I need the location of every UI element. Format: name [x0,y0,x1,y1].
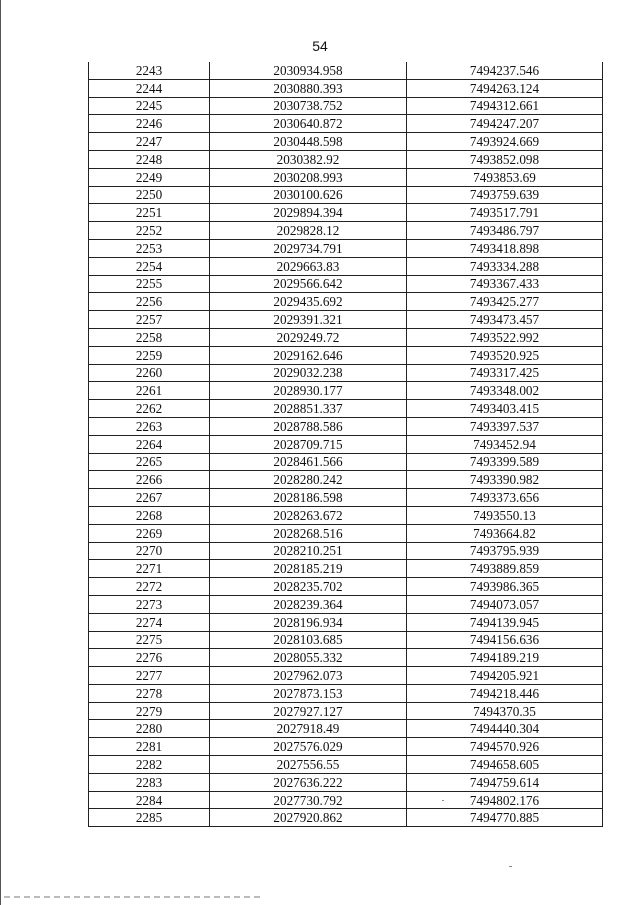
x-coordinate-cell: 2029162.646 [210,346,407,364]
table-row [89,595,603,613]
table-row [89,364,603,382]
y-coordinate-cell: 7493399.589 [407,453,603,471]
point-number-cell: 2272 [89,578,210,596]
table-row [89,773,603,791]
y-coordinate-cell: 7493403.415 [407,400,603,418]
y-coordinate-cell: 7493397.537 [407,417,603,435]
point-number-cell: 2281 [89,738,210,756]
y-coordinate-cell: 7493853.69 [407,168,603,186]
point-number-cell: 2262 [89,400,210,418]
x-coordinate-cell: 2028851.337 [210,400,407,418]
y-coordinate-cell: 7493852.098 [407,150,603,168]
table-row [89,97,603,115]
table-row [89,79,603,97]
x-coordinate-cell: 2029734.791 [210,239,407,257]
point-number-cell: 2256 [89,293,210,311]
x-coordinate-cell: 2028268.516 [210,524,407,542]
point-number-cell: 2268 [89,506,210,524]
y-coordinate-cell: 7494370.35 [407,702,603,720]
x-coordinate-cell: 2027918.49 [210,720,407,738]
y-coordinate-cell: 7494247.207 [407,115,603,133]
point-number-cell: 2248 [89,150,210,168]
point-number-cell: 2253 [89,239,210,257]
scan-footer-mark [4,896,264,898]
y-coordinate-cell: 7493418.898 [407,239,603,257]
point-number-cell: 2269 [89,524,210,542]
point-number-cell: 2271 [89,560,210,578]
table-row [89,239,603,257]
table-row [89,542,603,560]
y-coordinate-cell: 7494658.605 [407,756,603,774]
y-coordinate-cell: 7494139.945 [407,613,603,631]
table-row [89,738,603,756]
y-coordinate-cell: 7493520.925 [407,346,603,364]
point-number-cell: 2277 [89,667,210,685]
point-number-cell: 2263 [89,417,210,435]
x-coordinate-cell: 2028263.672 [210,506,407,524]
y-coordinate-cell: 7493664.82 [407,524,603,542]
x-coordinate-cell: 2030100.626 [210,186,407,204]
x-coordinate-cell: 2029894.394 [210,204,407,222]
table-row [89,702,603,720]
point-number-cell: 2264 [89,435,210,453]
x-coordinate-cell: 2027873.153 [210,684,407,702]
table-row [89,720,603,738]
coordinates-table-body [89,62,603,827]
y-coordinate-cell: 7493486.797 [407,222,603,240]
x-coordinate-cell: 2029032.238 [210,364,407,382]
point-number-cell: 2247 [89,133,210,151]
x-coordinate-cell: 2027962.073 [210,667,407,685]
table-row [89,115,603,133]
y-coordinate-cell: 7493367.433 [407,275,603,293]
point-number-cell: 2245 [89,97,210,115]
x-coordinate-cell: 2028280.242 [210,471,407,489]
y-coordinate-cell: 7493425.277 [407,293,603,311]
x-coordinate-cell: 2028930.177 [210,382,407,400]
y-coordinate-cell: 7494570.926 [407,738,603,756]
table-row [89,186,603,204]
table-row [89,382,603,400]
table-row [89,62,603,79]
x-coordinate-cell: 2029249.72 [210,328,407,346]
table-row [89,346,603,364]
point-number-cell: 2259 [89,346,210,364]
x-coordinate-cell: 2030448.598 [210,133,407,151]
y-coordinate-cell: 7494189.219 [407,649,603,667]
x-coordinate-cell: 2028186.598 [210,489,407,507]
x-coordinate-cell: 2028055.332 [210,649,407,667]
table-row [89,684,603,702]
y-coordinate-cell: 7494205.921 [407,667,603,685]
table-row [89,613,603,631]
y-coordinate-cell: 7494237.546 [407,62,603,79]
point-number-cell: 2274 [89,613,210,631]
x-coordinate-cell: 2028788.586 [210,417,407,435]
point-number-cell: 2265 [89,453,210,471]
x-coordinate-cell: 2028210.251 [210,542,407,560]
table-row [89,631,603,649]
table-row [89,328,603,346]
table-row [89,417,603,435]
y-coordinate-cell: 7494440.304 [407,720,603,738]
point-number-cell: 2250 [89,186,210,204]
y-coordinate-cell: 7493473.457 [407,311,603,329]
x-coordinate-cell: 2027927.127 [210,702,407,720]
point-number-cell: 2282 [89,756,210,774]
table-row [89,435,603,453]
table-row [89,809,603,827]
point-number-cell: 2252 [89,222,210,240]
table-row [89,560,603,578]
table-row [89,150,603,168]
point-number-cell: 2273 [89,595,210,613]
table-row [89,471,603,489]
table-row [89,168,603,186]
x-coordinate-cell: 2027576.029 [210,738,407,756]
point-number-cell: 2279 [89,702,210,720]
y-coordinate-cell: 7493550.13 [407,506,603,524]
x-coordinate-cell: 2027730.792 [210,791,407,809]
table-row [89,133,603,151]
x-coordinate-cell: 2030208.993 [210,168,407,186]
x-coordinate-cell: 2030880.393 [210,79,407,97]
point-number-cell: 2254 [89,257,210,275]
x-coordinate-cell: 2027636.222 [210,773,407,791]
point-number-cell: 2285 [89,809,210,827]
x-coordinate-cell: 2028461.566 [210,453,407,471]
x-coordinate-cell: 2030738.752 [210,97,407,115]
y-coordinate-cell: 7493373.656 [407,489,603,507]
table-row [89,791,603,809]
table-row [89,649,603,667]
table-row [89,524,603,542]
point-number-cell: 2260 [89,364,210,382]
y-coordinate-cell: 7493889.859 [407,560,603,578]
table-row [89,257,603,275]
scan-speck [442,800,444,801]
point-number-cell: 2258 [89,328,210,346]
x-coordinate-cell: 2029663.83 [210,257,407,275]
table-row [89,578,603,596]
table-row [89,756,603,774]
x-coordinate-cell: 2027556.55 [210,756,407,774]
y-coordinate-cell: 7493334.288 [407,257,603,275]
table-row [89,453,603,471]
y-coordinate-cell: 7494073.057 [407,595,603,613]
x-coordinate-cell: 2028235.702 [210,578,407,596]
x-coordinate-cell: 2028185.219 [210,560,407,578]
y-coordinate-cell: 7493795.939 [407,542,603,560]
x-coordinate-cell: 2028709.715 [210,435,407,453]
point-number-cell: 2246 [89,115,210,133]
x-coordinate-cell: 2029391.321 [210,311,407,329]
table-row [89,311,603,329]
table-row [89,489,603,507]
y-coordinate-cell: 7493924.669 [407,133,603,151]
y-coordinate-cell: 7493390.982 [407,471,603,489]
y-coordinate-cell: 7494312.661 [407,97,603,115]
table-row [89,222,603,240]
y-coordinate-cell: 7494263.124 [407,79,603,97]
y-coordinate-cell: 7493522.992 [407,328,603,346]
y-coordinate-cell: 7494770.885 [407,809,603,827]
x-coordinate-cell: 2030640.872 [210,115,407,133]
table-row [89,275,603,293]
table-row [89,506,603,524]
point-number-cell: 2284 [89,791,210,809]
y-coordinate-cell: 7493986.365 [407,578,603,596]
y-coordinate-cell: 7493759.639 [407,186,603,204]
y-coordinate-cell: 7493348.002 [407,382,603,400]
y-coordinate-cell: 7494759.614 [407,773,603,791]
page-number: 54 [312,38,328,54]
point-number-cell: 2249 [89,168,210,186]
point-number-cell: 2244 [89,79,210,97]
x-coordinate-cell: 2028103.685 [210,631,407,649]
x-coordinate-cell: 2030382.92 [210,150,407,168]
y-coordinate-cell: 7494802.176 [407,791,603,809]
x-coordinate-cell: 2030934.958 [210,62,407,79]
point-number-cell: 2257 [89,311,210,329]
point-number-cell: 2243 [89,62,210,79]
point-number-cell: 2280 [89,720,210,738]
point-number-cell: 2270 [89,542,210,560]
page-edge [0,0,1,905]
table-row [89,204,603,222]
point-number-cell: 2266 [89,471,210,489]
table-row [89,293,603,311]
x-coordinate-cell: 2028239.364 [210,595,407,613]
y-coordinate-cell: 7494218.446 [407,684,603,702]
point-number-cell: 2275 [89,631,210,649]
table-row [89,400,603,418]
x-coordinate-cell: 2029566.642 [210,275,407,293]
point-number-cell: 2261 [89,382,210,400]
point-number-cell: 2255 [89,275,210,293]
y-coordinate-cell: 7494156.636 [407,631,603,649]
coordinates-table [88,62,603,827]
point-number-cell: 2278 [89,684,210,702]
x-coordinate-cell: 2029435.692 [210,293,407,311]
y-coordinate-cell: 7493452.94 [407,435,603,453]
scan-speck [509,866,512,867]
y-coordinate-cell: 7493317.425 [407,364,603,382]
x-coordinate-cell: 2029828.12 [210,222,407,240]
table-row [89,667,603,685]
point-number-cell: 2267 [89,489,210,507]
point-number-cell: 2251 [89,204,210,222]
x-coordinate-cell: 2028196.934 [210,613,407,631]
x-coordinate-cell: 2027920.862 [210,809,407,827]
point-number-cell: 2276 [89,649,210,667]
y-coordinate-cell: 7493517.791 [407,204,603,222]
point-number-cell: 2283 [89,773,210,791]
